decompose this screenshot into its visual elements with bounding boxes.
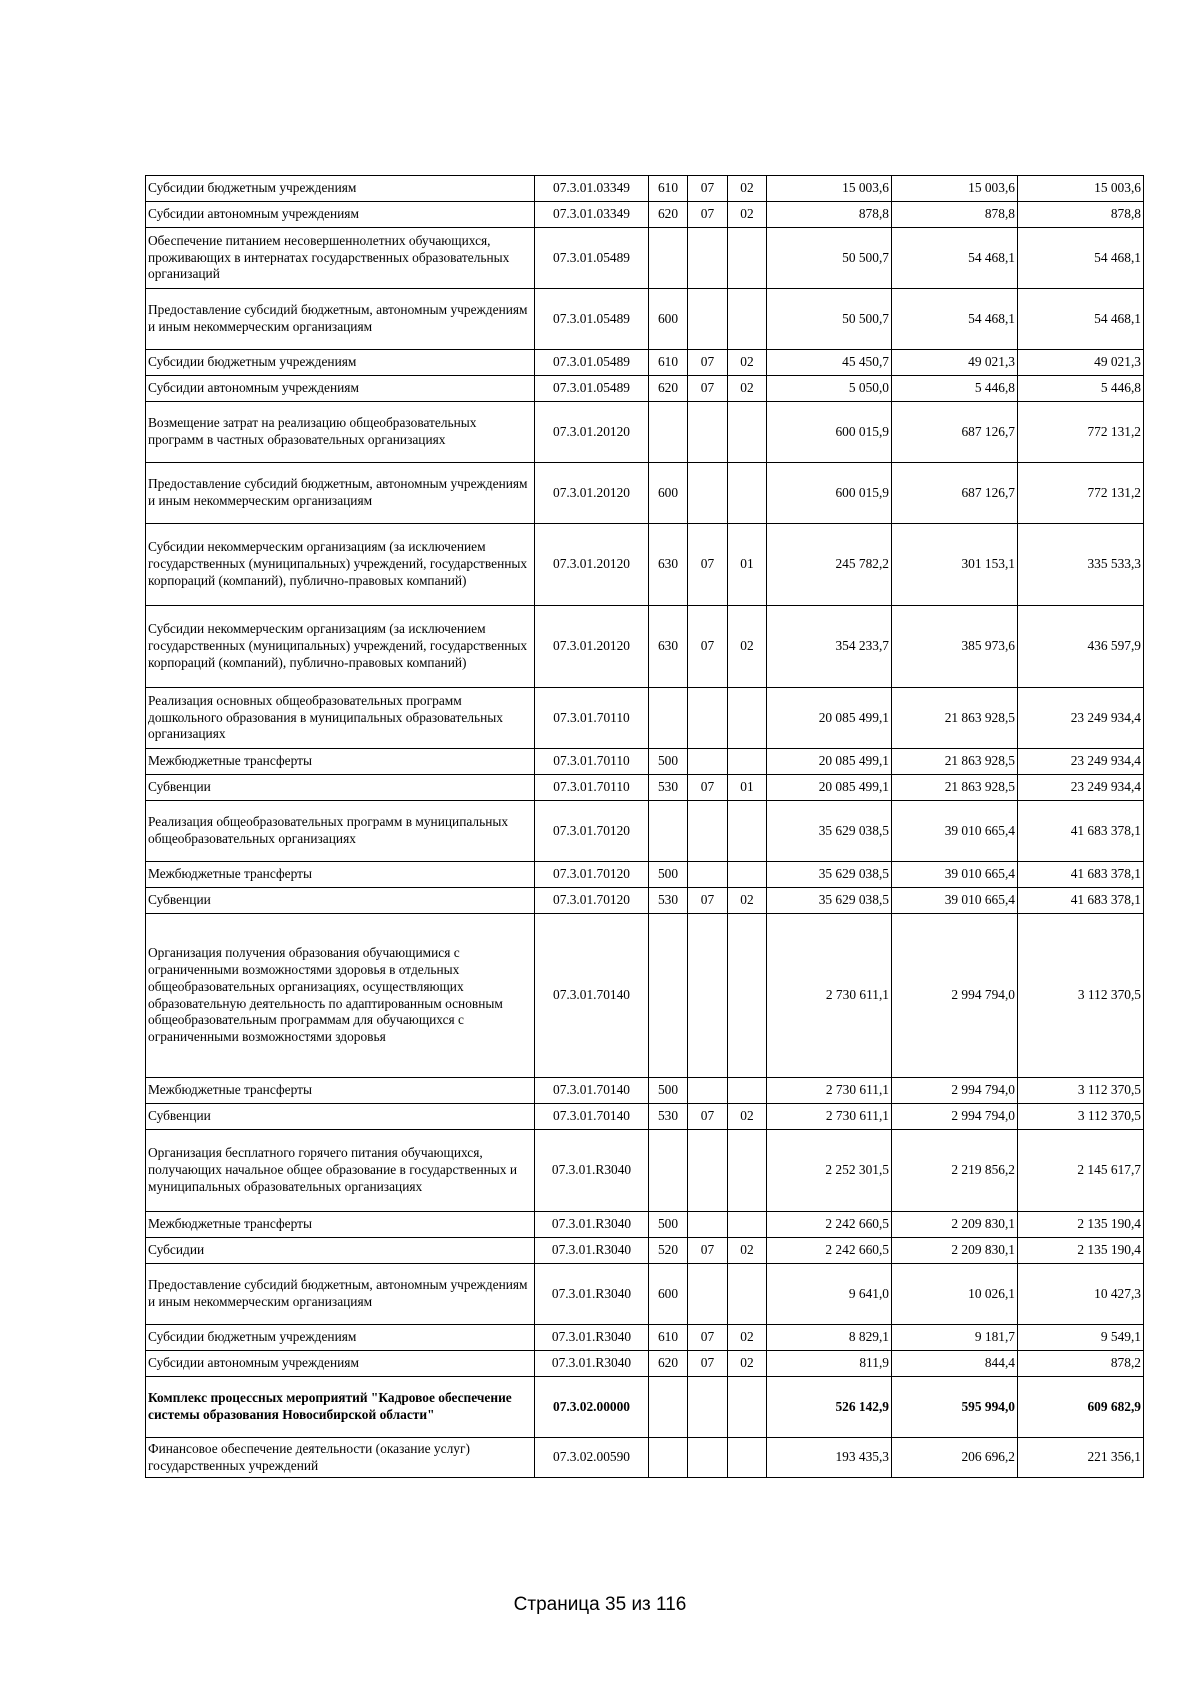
row-expense-type: 610 <box>649 176 688 202</box>
row-code: 07.3.01.70120 <box>535 888 649 914</box>
row-name: Реализация основных общеобразовательных программ дошкольного образования в муниципальных образовательных организациях <box>146 688 535 749</box>
table-row <box>146 202 1144 228</box>
row-subsection <box>728 688 767 749</box>
row-amount-1: 20 085 499,1 <box>767 749 892 775</box>
row-expense-type: 610 <box>649 1325 688 1351</box>
row-subsection: 02 <box>728 606 767 688</box>
row-name: Субсидии бюджетным учреждениям <box>146 350 535 376</box>
row-subsection: 02 <box>728 376 767 402</box>
row-amount-2: 301 153,1 <box>892 524 1018 606</box>
row-name: Организация бесплатного горячего питания обучающихся, получающих начальное общее образование в государственных и муниципальных образовательных организациях <box>146 1130 535 1212</box>
row-code: 07.3.01.R3040 <box>535 1130 649 1212</box>
row-expense-type: 500 <box>649 1212 688 1238</box>
row-section <box>688 1130 728 1212</box>
row-code: 07.3.01.03349 <box>535 202 649 228</box>
table-body <box>146 176 1144 1478</box>
row-subsection <box>728 749 767 775</box>
row-section: 07 <box>688 202 728 228</box>
row-code: 07.3.01.20120 <box>535 463 649 524</box>
row-subsection: 02 <box>728 202 767 228</box>
row-code: 07.3.02.00000 <box>535 1377 649 1438</box>
row-code: 07.3.01.05489 <box>535 350 649 376</box>
row-amount-1: 35 629 038,5 <box>767 801 892 862</box>
row-subsection <box>728 1264 767 1325</box>
row-expense-type: 610 <box>649 350 688 376</box>
row-section: 07 <box>688 888 728 914</box>
row-code: 07.3.01.70110 <box>535 688 649 749</box>
row-section: 07 <box>688 775 728 801</box>
row-expense-type: 500 <box>649 749 688 775</box>
row-code: 07.3.01.05489 <box>535 228 649 289</box>
row-code: 07.3.01.R3040 <box>535 1264 649 1325</box>
row-expense-type <box>649 1130 688 1212</box>
row-code: 07.3.01.20120 <box>535 524 649 606</box>
row-subsection: 02 <box>728 176 767 202</box>
row-amount-1: 2 242 660,5 <box>767 1238 892 1264</box>
row-subsection <box>728 228 767 289</box>
row-name: Субвенции <box>146 1104 535 1130</box>
row-amount-3: 41 683 378,1 <box>1018 801 1144 862</box>
row-expense-type <box>649 402 688 463</box>
row-amount-3: 15 003,6 <box>1018 176 1144 202</box>
row-code: 07.3.01.R3040 <box>535 1212 649 1238</box>
row-expense-type: 600 <box>649 1264 688 1325</box>
row-code: 07.3.01.R3040 <box>535 1325 649 1351</box>
row-code: 07.3.01.R3040 <box>535 1238 649 1264</box>
row-amount-1: 878,8 <box>767 202 892 228</box>
table-row <box>146 862 1144 888</box>
row-subsection <box>728 402 767 463</box>
row-amount-1: 193 435,3 <box>767 1438 892 1478</box>
row-amount-2: 21 863 928,5 <box>892 775 1018 801</box>
row-amount-1: 354 233,7 <box>767 606 892 688</box>
row-amount-3: 41 683 378,1 <box>1018 888 1144 914</box>
row-name: Субсидии автономным учреждениям <box>146 1351 535 1377</box>
row-name: Субсидии некоммерческим организациям (за исключением государственных (муниципальных) учреждений, государственных корпораций (компаний), публично-правовых компаний) <box>146 606 535 688</box>
table-row <box>146 350 1144 376</box>
row-code: 07.3.01.70110 <box>535 775 649 801</box>
table-row <box>146 1351 1144 1377</box>
row-name: Субсидии автономным учреждениям <box>146 376 535 402</box>
row-amount-1: 2 252 301,5 <box>767 1130 892 1212</box>
row-amount-3: 49 021,3 <box>1018 350 1144 376</box>
row-expense-type <box>649 1438 688 1478</box>
row-expense-type: 530 <box>649 775 688 801</box>
table-row <box>146 1377 1144 1438</box>
row-section <box>688 1212 728 1238</box>
row-amount-3: 3 112 370,5 <box>1018 1104 1144 1130</box>
table-row <box>146 524 1144 606</box>
row-amount-2: 2 209 830,1 <box>892 1238 1018 1264</box>
row-amount-1: 50 500,7 <box>767 228 892 289</box>
row-section: 07 <box>688 606 728 688</box>
row-expense-type: 500 <box>649 862 688 888</box>
row-code: 07.3.02.00590 <box>535 1438 649 1478</box>
row-name: Межбюджетные трансферты <box>146 1078 535 1104</box>
row-subsection <box>728 1130 767 1212</box>
row-section: 07 <box>688 176 728 202</box>
row-expense-type: 620 <box>649 202 688 228</box>
row-amount-2: 206 696,2 <box>892 1438 1018 1478</box>
row-subsection <box>728 463 767 524</box>
row-name: Возмещение затрат на реализацию общеобразовательных программ в частных образовательных организациях <box>146 402 535 463</box>
row-amount-2: 9 181,7 <box>892 1325 1018 1351</box>
row-subsection: 02 <box>728 1238 767 1264</box>
row-section <box>688 914 728 1078</box>
table-row <box>146 888 1144 914</box>
row-code: 07.3.01.70140 <box>535 914 649 1078</box>
table-row <box>146 1438 1144 1478</box>
row-amount-2: 54 468,1 <box>892 228 1018 289</box>
row-name: Финансовое обеспечение деятельности (оказание услуг) государственных учреждений <box>146 1438 535 1478</box>
row-amount-2: 2 219 856,2 <box>892 1130 1018 1212</box>
row-section <box>688 228 728 289</box>
table-row <box>146 228 1144 289</box>
table-row <box>146 402 1144 463</box>
row-expense-type: 620 <box>649 1351 688 1377</box>
row-amount-3: 3 112 370,5 <box>1018 1078 1144 1104</box>
row-subsection: 02 <box>728 350 767 376</box>
row-name: Субсидии бюджетным учреждениям <box>146 1325 535 1351</box>
table-row <box>146 606 1144 688</box>
row-subsection: 01 <box>728 775 767 801</box>
row-amount-1: 9 641,0 <box>767 1264 892 1325</box>
row-amount-2: 54 468,1 <box>892 289 1018 350</box>
row-amount-3: 335 533,3 <box>1018 524 1144 606</box>
row-amount-3: 609 682,9 <box>1018 1377 1144 1438</box>
row-name: Субсидии автономным учреждениям <box>146 202 535 228</box>
table-row <box>146 1130 1144 1212</box>
row-section <box>688 1078 728 1104</box>
row-name: Организация получения образования обучающимися с ограниченными возможностями здоровья в отдельных общеобразовательных организациях, осуществляющих образовательную деятельность по адаптированным основным общеобразовательным программам для обучающихся с ограниченными возможностями здоровья <box>146 914 535 1078</box>
row-section <box>688 801 728 862</box>
row-amount-2: 39 010 665,4 <box>892 862 1018 888</box>
row-amount-3: 23 249 934,4 <box>1018 775 1144 801</box>
row-amount-3: 436 597,9 <box>1018 606 1144 688</box>
row-subsection <box>728 1078 767 1104</box>
row-section <box>688 1438 728 1478</box>
table-row <box>146 1264 1144 1325</box>
table-row <box>146 1238 1144 1264</box>
row-expense-type <box>649 688 688 749</box>
row-amount-2: 687 126,7 <box>892 402 1018 463</box>
row-amount-3: 9 549,1 <box>1018 1325 1144 1351</box>
row-subsection <box>728 914 767 1078</box>
row-amount-2: 49 021,3 <box>892 350 1018 376</box>
row-expense-type: 530 <box>649 1104 688 1130</box>
row-amount-2: 687 126,7 <box>892 463 1018 524</box>
row-section <box>688 402 728 463</box>
row-amount-1: 526 142,9 <box>767 1377 892 1438</box>
row-expense-type <box>649 801 688 862</box>
table-row <box>146 688 1144 749</box>
row-name: Комплекс процессных мероприятий "Кадровое обеспечение системы образования Новосибирской области" <box>146 1377 535 1438</box>
row-expense-type: 500 <box>649 1078 688 1104</box>
table-row <box>146 1325 1144 1351</box>
row-amount-2: 10 026,1 <box>892 1264 1018 1325</box>
row-amount-3: 23 249 934,4 <box>1018 688 1144 749</box>
row-amount-2: 15 003,6 <box>892 176 1018 202</box>
row-subsection <box>728 1438 767 1478</box>
row-amount-3: 221 356,1 <box>1018 1438 1144 1478</box>
row-amount-3: 10 427,3 <box>1018 1264 1144 1325</box>
row-name: Межбюджетные трансферты <box>146 749 535 775</box>
row-expense-type: 600 <box>649 289 688 350</box>
row-amount-1: 20 085 499,1 <box>767 775 892 801</box>
row-expense-type: 630 <box>649 606 688 688</box>
row-amount-3: 23 249 934,4 <box>1018 749 1144 775</box>
row-amount-1: 5 050,0 <box>767 376 892 402</box>
row-subsection <box>728 862 767 888</box>
table-row <box>146 1078 1144 1104</box>
row-amount-1: 811,9 <box>767 1351 892 1377</box>
row-amount-2: 2 994 794,0 <box>892 914 1018 1078</box>
row-amount-1: 8 829,1 <box>767 1325 892 1351</box>
row-name: Субсидии <box>146 1238 535 1264</box>
table-row <box>146 289 1144 350</box>
table-row <box>146 463 1144 524</box>
row-expense-type <box>649 1377 688 1438</box>
row-expense-type: 530 <box>649 888 688 914</box>
row-section: 07 <box>688 376 728 402</box>
row-code: 07.3.01.70140 <box>535 1078 649 1104</box>
row-section: 07 <box>688 1325 728 1351</box>
row-section: 07 <box>688 1104 728 1130</box>
row-subsection <box>728 1212 767 1238</box>
row-code: 07.3.01.70110 <box>535 749 649 775</box>
row-section <box>688 688 728 749</box>
row-code: 07.3.01.05489 <box>535 289 649 350</box>
row-amount-3: 772 131,2 <box>1018 402 1144 463</box>
row-name: Предоставление субсидий бюджетным, автономным учреждениям и иным некоммерческим организациям <box>146 289 535 350</box>
row-amount-3: 41 683 378,1 <box>1018 862 1144 888</box>
row-section: 07 <box>688 1351 728 1377</box>
row-amount-2: 844,4 <box>892 1351 1018 1377</box>
row-name: Обеспечение питанием несовершеннолетних обучающихся, проживающих в интернатах государственных образовательных организаций <box>146 228 535 289</box>
row-amount-2: 21 863 928,5 <box>892 749 1018 775</box>
row-amount-2: 2 994 794,0 <box>892 1078 1018 1104</box>
budget-table <box>145 175 1144 1478</box>
row-subsection <box>728 289 767 350</box>
row-amount-3: 5 446,8 <box>1018 376 1144 402</box>
row-code: 07.3.01.R3040 <box>535 1351 649 1377</box>
row-subsection: 02 <box>728 888 767 914</box>
row-code: 07.3.01.20120 <box>535 402 649 463</box>
row-amount-3: 772 131,2 <box>1018 463 1144 524</box>
row-subsection: 01 <box>728 524 767 606</box>
row-section <box>688 463 728 524</box>
row-code: 07.3.01.20120 <box>535 606 649 688</box>
table-row <box>146 1212 1144 1238</box>
row-amount-1: 2 730 611,1 <box>767 1104 892 1130</box>
row-name: Субвенции <box>146 775 535 801</box>
row-name: Предоставление субсидий бюджетным, автономным учреждениям и иным некоммерческим организациям <box>146 463 535 524</box>
row-amount-2: 385 973,6 <box>892 606 1018 688</box>
row-expense-type: 600 <box>649 463 688 524</box>
row-section <box>688 1264 728 1325</box>
row-amount-1: 2 730 611,1 <box>767 914 892 1078</box>
row-section <box>688 289 728 350</box>
row-amount-1: 2 730 611,1 <box>767 1078 892 1104</box>
row-amount-2: 39 010 665,4 <box>892 801 1018 862</box>
row-expense-type <box>649 228 688 289</box>
row-amount-1: 2 242 660,5 <box>767 1212 892 1238</box>
row-amount-3: 3 112 370,5 <box>1018 914 1144 1078</box>
row-amount-2: 878,8 <box>892 202 1018 228</box>
row-amount-2: 2 994 794,0 <box>892 1104 1018 1130</box>
table-row <box>146 376 1144 402</box>
row-amount-2: 2 209 830,1 <box>892 1212 1018 1238</box>
row-section: 07 <box>688 524 728 606</box>
row-section <box>688 749 728 775</box>
row-expense-type: 630 <box>649 524 688 606</box>
row-name: Субсидии бюджетным учреждениям <box>146 176 535 202</box>
row-section: 07 <box>688 350 728 376</box>
row-amount-1: 15 003,6 <box>767 176 892 202</box>
row-amount-2: 39 010 665,4 <box>892 888 1018 914</box>
row-subsection: 02 <box>728 1104 767 1130</box>
row-expense-type: 520 <box>649 1238 688 1264</box>
row-amount-3: 878,8 <box>1018 202 1144 228</box>
row-amount-1: 35 629 038,5 <box>767 888 892 914</box>
table-row <box>146 1104 1144 1130</box>
row-amount-1: 50 500,7 <box>767 289 892 350</box>
row-amount-1: 45 450,7 <box>767 350 892 376</box>
table-row <box>146 775 1144 801</box>
row-subsection: 02 <box>728 1325 767 1351</box>
table-row <box>146 914 1144 1078</box>
row-subsection <box>728 801 767 862</box>
row-subsection <box>728 1377 767 1438</box>
row-name: Реализация общеобразовательных программ в муниципальных общеобразовательных организациях <box>146 801 535 862</box>
row-name: Субсидии некоммерческим организациям (за исключением государственных (муниципальных) учреждений, государственных корпораций (компаний), публично-правовых компаний) <box>146 524 535 606</box>
table-row <box>146 801 1144 862</box>
row-amount-1: 35 629 038,5 <box>767 862 892 888</box>
row-code: 07.3.01.03349 <box>535 176 649 202</box>
row-amount-3: 2 145 617,7 <box>1018 1130 1144 1212</box>
row-name: Предоставление субсидий бюджетным, автономным учреждениям и иным некоммерческим организациям <box>146 1264 535 1325</box>
row-name: Межбюджетные трансферты <box>146 1212 535 1238</box>
row-amount-1: 245 782,2 <box>767 524 892 606</box>
row-subsection: 02 <box>728 1351 767 1377</box>
row-section: 07 <box>688 1238 728 1264</box>
page-number: Страница 35 из 116 <box>513 1594 687 1615</box>
row-code: 07.3.01.05489 <box>535 376 649 402</box>
row-name: Субвенции <box>146 888 535 914</box>
row-amount-2: 5 446,8 <box>892 376 1018 402</box>
row-code: 07.3.01.70140 <box>535 1104 649 1130</box>
row-amount-2: 21 863 928,5 <box>892 688 1018 749</box>
row-amount-3: 2 135 190,4 <box>1018 1238 1144 1264</box>
row-amount-1: 600 015,9 <box>767 463 892 524</box>
row-amount-3: 878,2 <box>1018 1351 1144 1377</box>
table-row <box>146 176 1144 202</box>
row-amount-2: 595 994,0 <box>892 1377 1018 1438</box>
row-section <box>688 862 728 888</box>
row-name: Межбюджетные трансферты <box>146 862 535 888</box>
row-amount-1: 600 015,9 <box>767 402 892 463</box>
row-amount-3: 2 135 190,4 <box>1018 1212 1144 1238</box>
row-section <box>688 1377 728 1438</box>
row-expense-type: 620 <box>649 376 688 402</box>
row-amount-1: 20 085 499,1 <box>767 688 892 749</box>
table-row <box>146 749 1144 775</box>
row-code: 07.3.01.70120 <box>535 801 649 862</box>
row-amount-3: 54 468,1 <box>1018 289 1144 350</box>
row-expense-type <box>649 914 688 1078</box>
row-amount-3: 54 468,1 <box>1018 228 1144 289</box>
row-code: 07.3.01.70120 <box>535 862 649 888</box>
